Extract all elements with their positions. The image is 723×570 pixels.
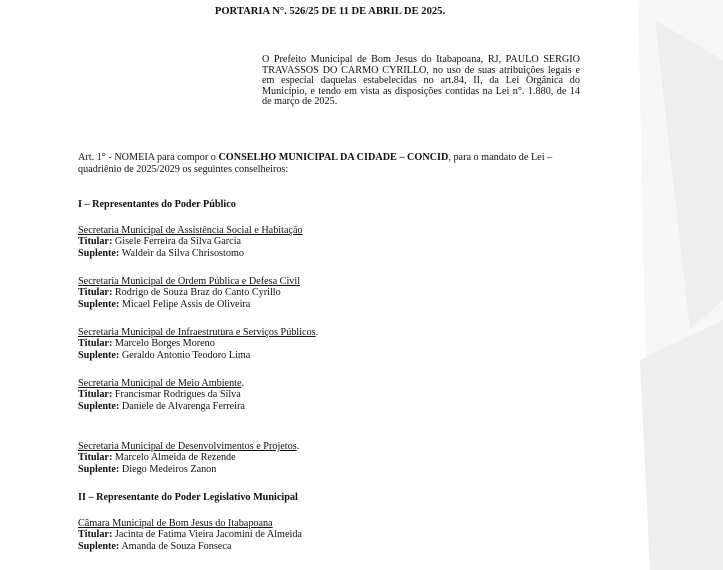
suplente-label: Suplente: [78, 463, 120, 475]
section-1-heading: I – Representantes do Poder Público [78, 199, 236, 210]
titular-label: Titular: [78, 452, 113, 464]
organization-name: Secretaria Municipal de Desenvolvimentos e Projetos [78, 441, 297, 452]
titular-name: Jacinta de Fatima Vieira Jacomini de Almeida [114, 529, 302, 541]
suplente-name: Waldeir da Silva Chrisostomo [121, 247, 244, 259]
titular-name: Rodrigo de Souza Braz do Canto Cyrillo [114, 287, 281, 299]
suplente-label: Suplente: [78, 298, 120, 310]
titular-label: Titular: [78, 287, 113, 299]
member-group: Secretaria Municipal de Infraestrutura e Serviços Públicos. Titular: Marcelo Borges Moreno Suplente: Geraldo Antonio Teodoro Lima [78, 327, 319, 361]
document-title: PORTARIA N°. 526/25 DE 11 DE ABRIL DE 2025. [214, 6, 446, 17]
council-name: CONSELHO MUNICIPAL DA CIDADE – CONCID [218, 152, 449, 163]
suplente-label: Suplente: [78, 247, 120, 259]
organization-name: Secretaria Municipal de Meio Ambiente [78, 378, 242, 389]
member-group: Secretaria Municipal de Meio Ambiente. Titular: Francismar Rodrigues da Silva Suplente: Daniele de Alvarenga Ferreira [78, 378, 245, 412]
titular-name: Gisele Ferreira da Silva Garcia [114, 236, 242, 248]
titular-label: Titular: [78, 338, 113, 350]
organization-name: Secretaria Municipal de Ordem Pública e Defesa Civil [78, 276, 301, 287]
suplente-name: Amanda de Souza Fonseca [121, 540, 232, 552]
preamble-paragraph: O Prefeito Municipal de Bom Jesus do Itabapoana, RJ, PAULO SERGIO TRAVASSOS DO CARMO CYRILLO, no uso de suas atribuições legais e em especial daquelas estabelecidas no art.84, II, da Lei Orgânica do Município, e tendo em vista as disposições contidas na Lei n°. 1.880, de 14 de março de 2025. [262, 54, 580, 108]
titular-name: Marcelo Almeida de Rezende [114, 452, 236, 464]
titular-name: Francismar Rodrigues da Silva [114, 389, 241, 401]
titular-label: Titular: [78, 236, 113, 248]
member-group [78, 518, 302, 552]
article-suffix: , para o mandato de Lei – quadriênio de 2025/2029 os seguintes conselheiros: [78, 152, 553, 175]
member-group: Secretaria Municipal de Desenvolvimentos e Projetos. Titular: Marcelo Almeida de Rezende Suplente: Diego Medeiros Zanon [78, 441, 300, 475]
titular-label: Titular: [78, 389, 113, 401]
titular-name: Marcelo Borges Moreno [114, 338, 215, 350]
organization-name: Câmara Municipal de Bom Jesus do Itabapoana [78, 518, 273, 529]
suplente-name: Diego Medeiros Zanon [121, 463, 217, 475]
section-2-heading: II – Representante do Poder Legislativo Municipal [78, 492, 298, 503]
suplente-label: Suplente: [78, 540, 120, 552]
suplente-label: Suplente: [78, 400, 120, 412]
suplente-name: Daniele de Alvarenga Ferreira [121, 400, 245, 412]
member-group [78, 276, 300, 310]
titular-label: Titular: [78, 529, 113, 541]
organization-name: Secretaria Municipal de Infraestrutura e Serviços Públicos [78, 327, 316, 338]
article-prefix: Art. 1° - NOMEIA para compor o [78, 152, 219, 163]
article-1-paragraph [78, 152, 582, 175]
suplente-name: Geraldo Antonio Teodoro Lima [121, 349, 251, 361]
suplente-label: Suplente: [78, 349, 120, 361]
suplente-name: Micael Felipe Assis de Oliveira [121, 298, 251, 310]
organization-name: Secretaria Municipal de Assistência Social e Habitação [78, 225, 303, 236]
member-group [78, 225, 303, 259]
